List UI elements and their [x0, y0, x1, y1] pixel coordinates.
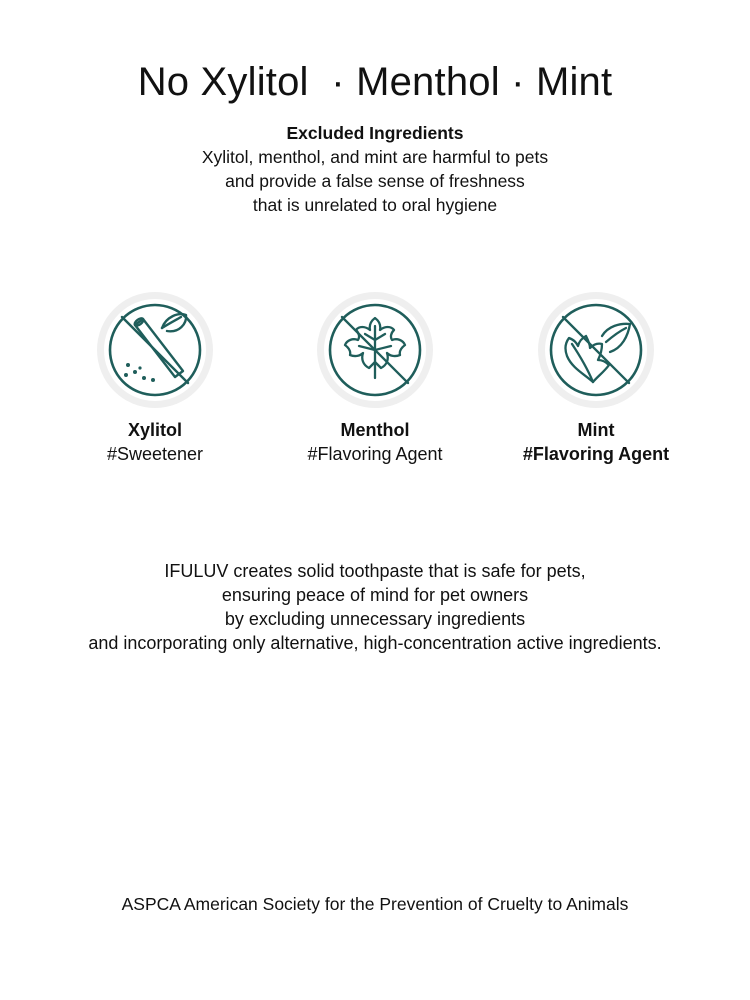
page-title: No Xylitol · Menthol · Mint [137, 60, 613, 104]
no-mint-icon [536, 290, 656, 410]
ingredient-menthol [265, 290, 485, 466]
ingredient-xylitol [45, 290, 265, 466]
ingredient-tag: #Sweetener [106, 444, 204, 464]
description-line: by excluding unnecessary ingredients [224, 609, 526, 629]
ingredient-name: Mint [577, 420, 615, 440]
ingredient-mint [486, 290, 706, 466]
ingredient-tag: #Flavoring Agent [522, 444, 670, 464]
ingredient-name: Xylitol [127, 420, 182, 440]
description-line: IFULUV creates solid toothpaste that is safe for pets, [164, 561, 586, 581]
description-block [0, 559, 750, 655]
description-line: and incorporating only alternative, high-concentration active ingredients. [88, 633, 662, 653]
description-line: ensuring peace of mind for pet owners [221, 585, 529, 605]
footer-note: ASPCA American Society for the Prevention of Cruelty to Animals [121, 894, 629, 914]
excluded-ingredients-block [0, 121, 750, 217]
no-menthol-icon [315, 290, 435, 410]
excluded-line: Xylitol, menthol, and mint are harmful to pets [201, 147, 549, 167]
excluded-line: and provide a false sense of freshness [225, 171, 525, 191]
ingredient-name: Menthol [340, 420, 410, 440]
no-xylitol-icon [95, 290, 215, 410]
excluded-heading: Excluded Ingredients [286, 123, 464, 143]
ingredient-tag: #Flavoring Agent [307, 444, 443, 464]
excluded-line: that is unrelated to oral hygiene [252, 195, 498, 215]
ingredient-icons [0, 290, 750, 480]
